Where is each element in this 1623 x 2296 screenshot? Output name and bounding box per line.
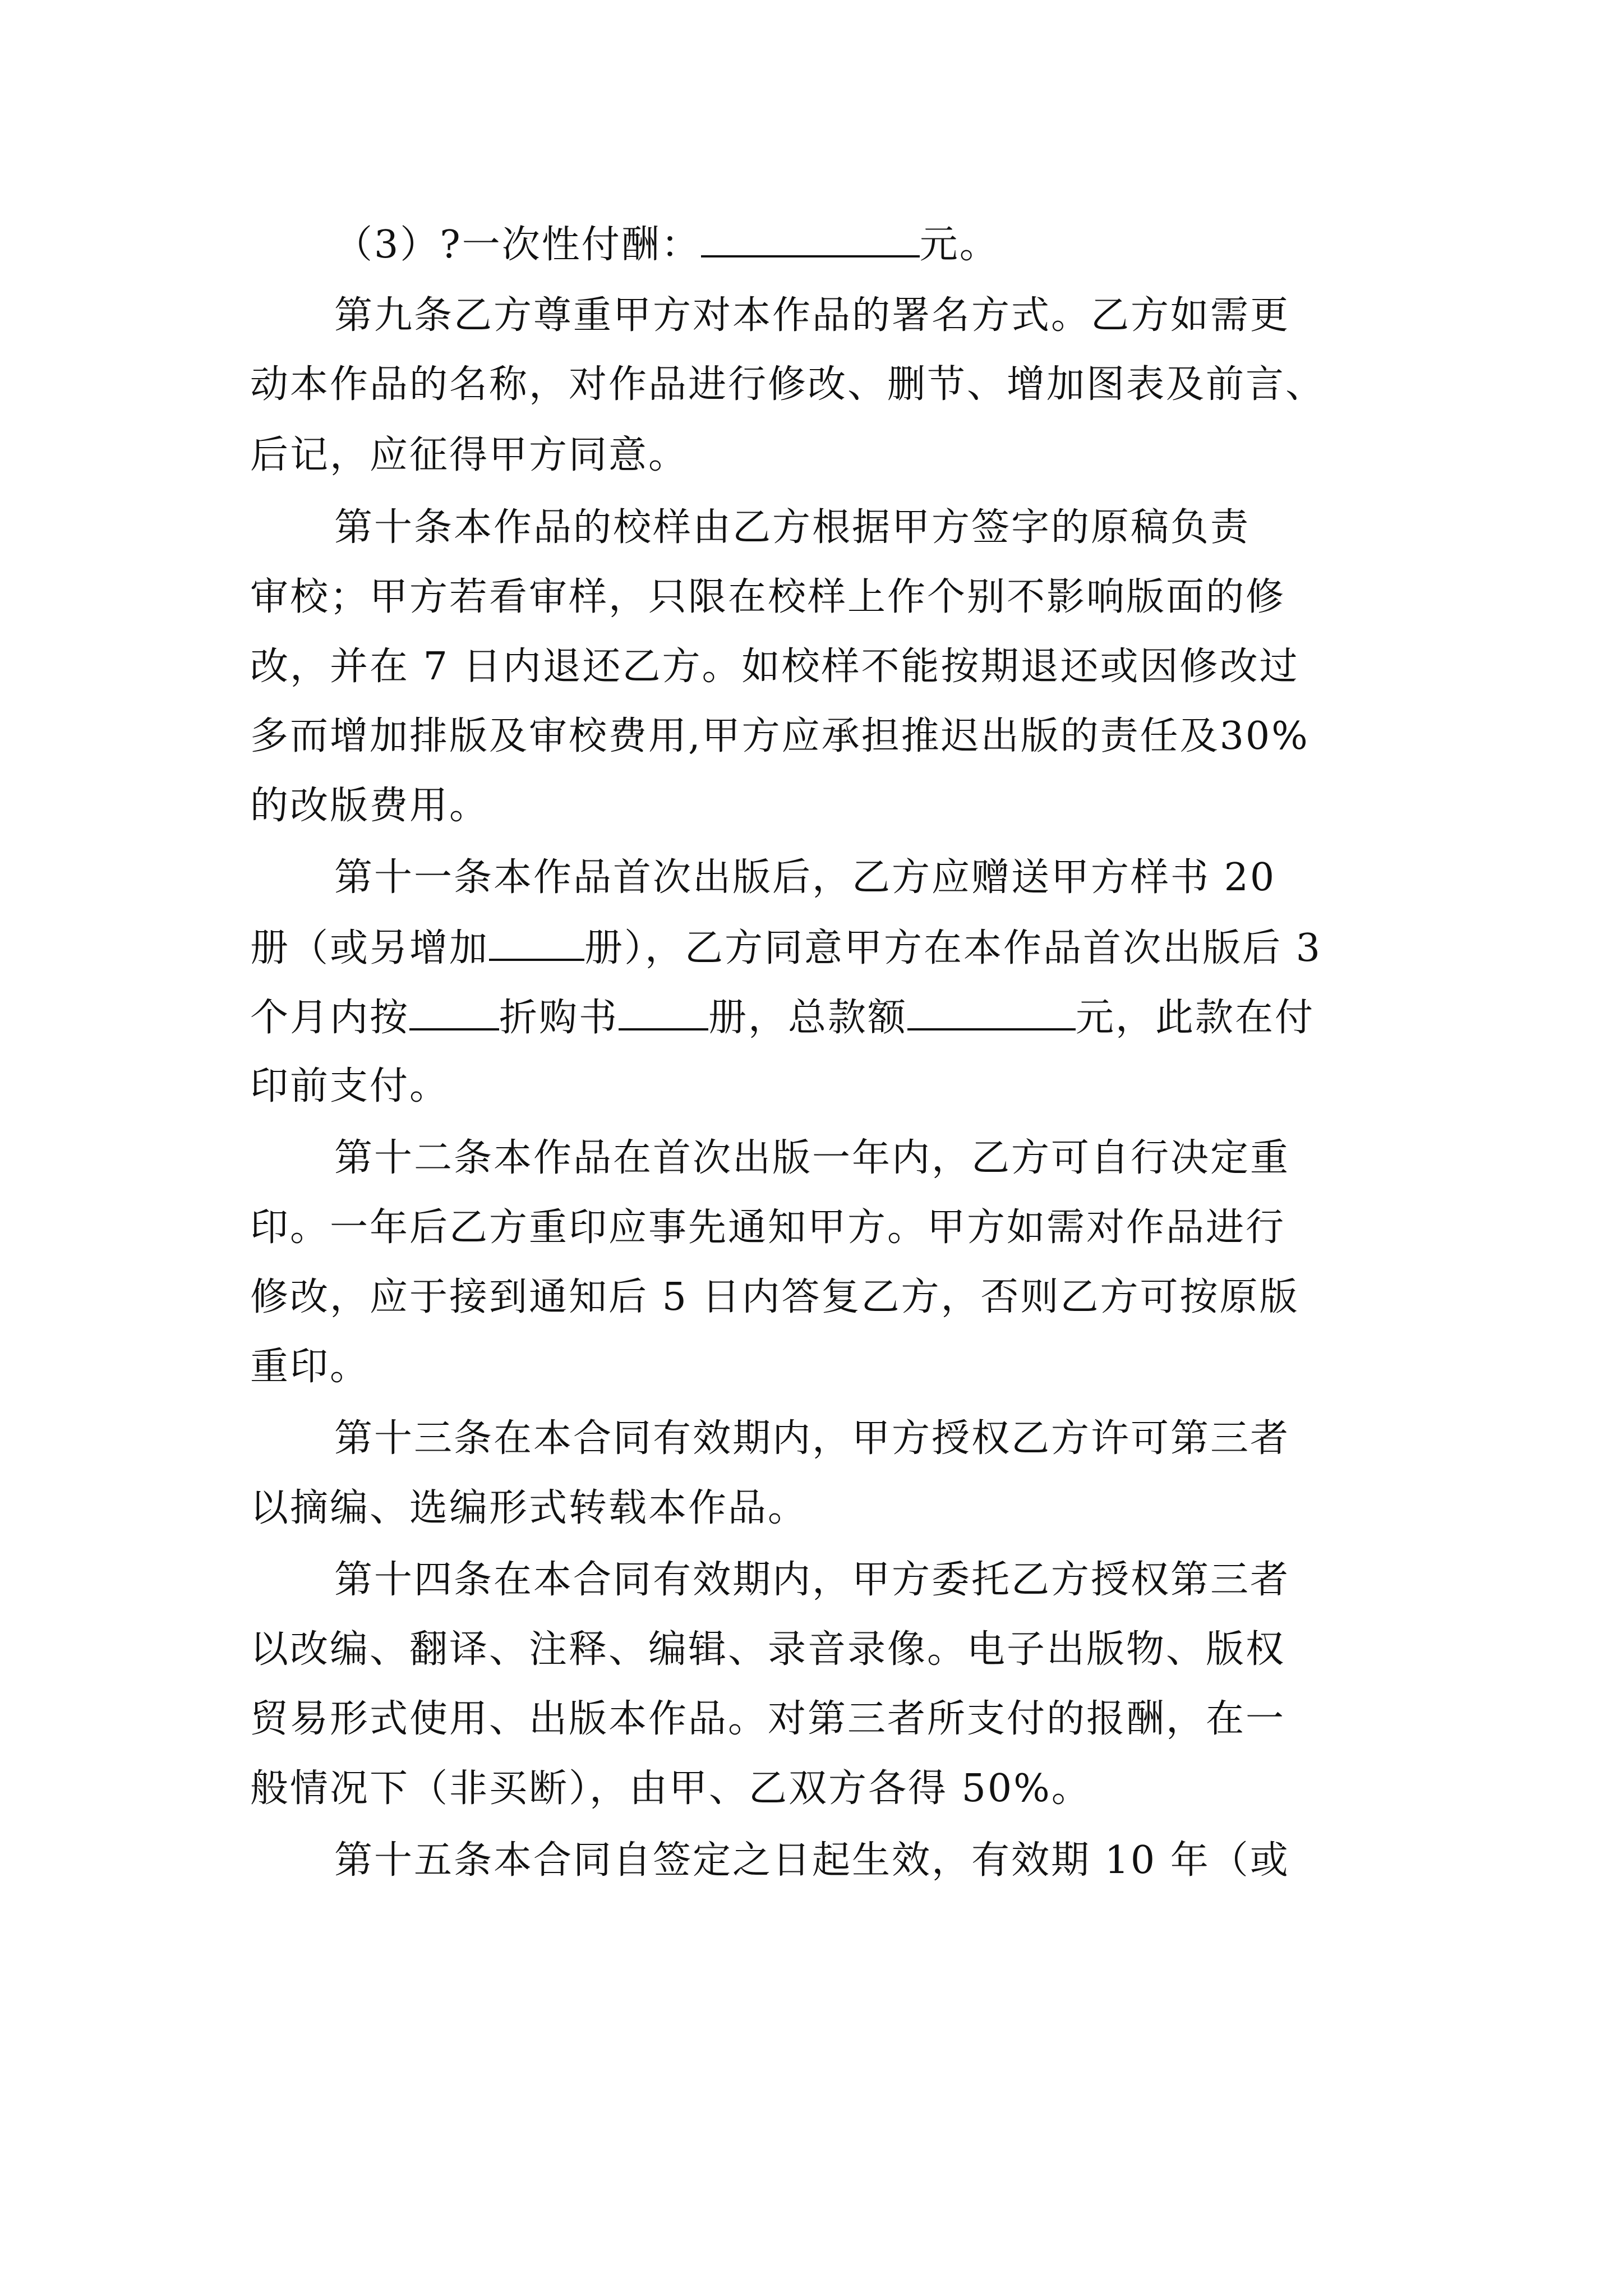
fill-in-blank-amount[interactable]	[701, 216, 920, 257]
article-10-line-2: 审校；甲方若看审样，只限在校样上作个别不影响版面的修	[250, 575, 1286, 619]
text-segment: 折购书	[499, 996, 619, 1040]
article-15-line-1: 第十五条本合同自签定之日起生效，有效期 10 年（或	[334, 1838, 1290, 1883]
fill-in-blank-total-amount[interactable]	[907, 989, 1076, 1030]
article-11-line-3	[250, 989, 1389, 1046]
fill-in-blank-discount[interactable]	[409, 989, 499, 1030]
text-segment: 元，此款在付	[1076, 996, 1315, 1040]
article-11-line-2	[250, 919, 1389, 977]
article-9-line-3: 后记，应征得甲方同意。	[250, 433, 689, 477]
article-11-line-1: 第十一条本作品首次出版后，乙方应赠送甲方样书 20	[334, 855, 1276, 900]
article-10-line-1: 第十条本作品的校样由乙方根据甲方签字的原稿负责	[334, 505, 1251, 550]
text-segment: （3）?一次性付酬：	[334, 223, 701, 267]
article-10-line-5: 的改版费用。	[250, 784, 490, 828]
article-14-line-1: 第十四条在本合同有效期内，甲方委托乙方授权第三者	[334, 1558, 1290, 1602]
article-12-line-3: 修改，应于接到通知后 5 日内答复乙方，否则乙方可按原版	[250, 1275, 1299, 1319]
article-14-line-3: 贸易形式使用、出版本作品。对第三者所支付的报酬，在一	[250, 1697, 1286, 1741]
article-12-line-2: 印。一年后乙方重印应事先通知甲方。甲方如需对作品进行	[250, 1205, 1286, 1250]
article-14-line-2: 以改编、翻译、注释、编辑、录音录像。电子出版物、版权	[250, 1627, 1286, 1672]
article-12-line-1: 第十二条本作品在首次出版一年内，乙方可自行决定重	[334, 1136, 1290, 1180]
article-9-line-1: 第九条乙方尊重甲方对本作品的署名方式。乙方如需更	[334, 293, 1290, 338]
fill-in-blank-purchase-copies[interactable]	[619, 989, 708, 1030]
article-13-line-1: 第十三条在本合同有效期内，甲方授权乙方许可第三者	[334, 1416, 1290, 1461]
fill-in-blank-extra-copies[interactable]	[489, 919, 584, 961]
payment-lump-sum-line	[334, 216, 1389, 273]
article-10-line-4: 多而增加排版及审校费用,甲方应承担推迟出版的责任及30%	[250, 714, 1310, 758]
article-13-line-2: 以摘编、选编形式转载本作品。	[250, 1486, 808, 1530]
article-11-line-4: 印前支付。	[250, 1064, 450, 1108]
article-9-line-2: 动本作品的名称，对作品进行修改、删节、增加图表及前言、	[250, 362, 1326, 407]
text-segment: 元。	[919, 223, 999, 267]
text-segment: 册（或另增加	[250, 926, 490, 970]
text-segment: 个月内按	[250, 996, 410, 1040]
article-12-line-4: 重印。	[250, 1345, 370, 1389]
article-10-line-3: 改，并在 7 日内退还乙方。如校样不能按期退还或因修改过	[250, 645, 1299, 689]
text-segment: 册，总款额	[708, 996, 908, 1040]
text-segment: 册），乙方同意甲方在本作品首次出版后 3	[584, 926, 1322, 970]
article-14-line-4: 般情况下（非买断），由甲、乙双方各得 50%。	[250, 1766, 1091, 1811]
